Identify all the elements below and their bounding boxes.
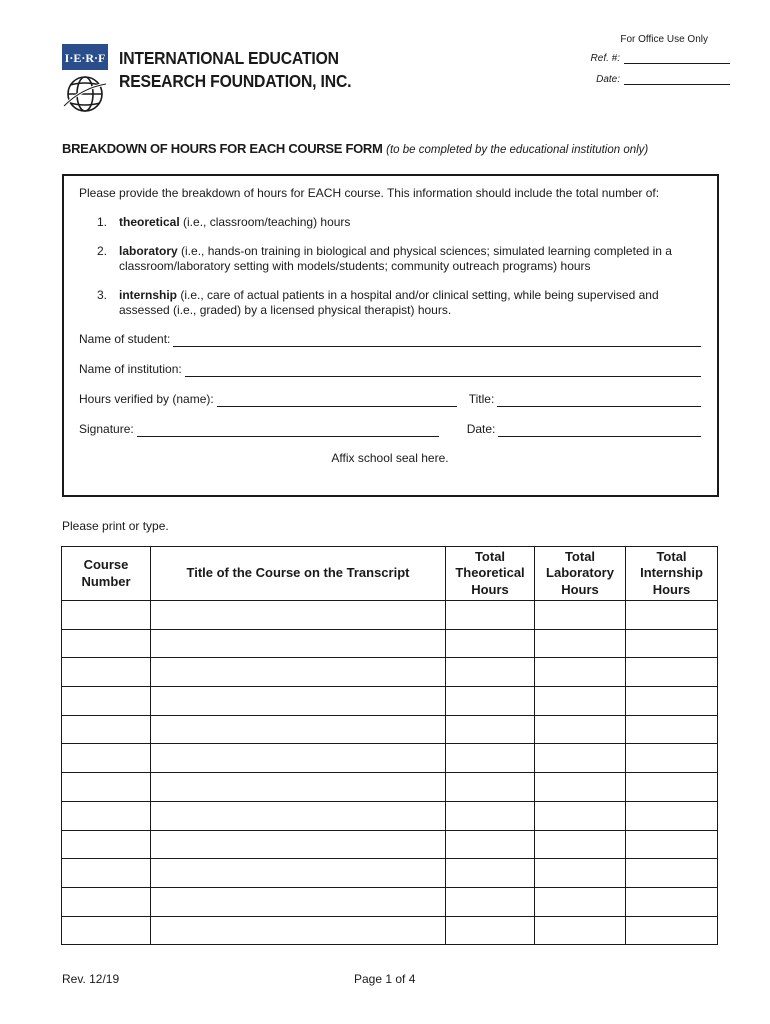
print-note: Please print or type. [62,519,169,533]
course-title-cell[interactable] [151,916,446,945]
list-item-text [119,288,701,318]
column-header-theoretical-hours: Total Theoretical Hours [446,547,535,601]
instructions-box [62,174,719,497]
page-number: Page 1 of 4 [354,972,416,986]
institution-name-field[interactable] [185,366,701,377]
signature-label: Signature: [79,422,134,436]
student-name-row [79,332,701,347]
signature-field[interactable] [137,426,439,437]
signature-date-label: Date: [466,422,496,436]
internship-hours-cell[interactable] [626,801,718,830]
theoretical-hours-cell[interactable] [446,658,535,687]
org-name-line2: RESEARCH FOUNDATION, INC. [119,71,352,91]
table-row [62,801,718,830]
laboratory-hours-cell[interactable] [535,887,626,916]
form-title-main: BREAKDOWN OF HOURS FOR EACH COURSE FORM [62,141,383,156]
internship-hours-cell[interactable] [626,601,718,630]
internship-hours-cell[interactable] [626,830,718,859]
column-header-internship-hours: Total Internship Hours [626,547,718,601]
instructions-intro: Please provide the breakdown of hours for EACH course. This information should include the total number of: [79,186,660,200]
form-title-subtitle: (to be completed by the educational institution only) [386,144,649,156]
laboratory-hours-cell[interactable] [535,801,626,830]
office-date-field[interactable] [624,75,730,85]
course-title-cell[interactable] [151,744,446,773]
verifier-name-label: Hours verified by (name): [79,392,214,406]
internship-hours-cell[interactable] [626,658,718,687]
signature-date-field[interactable] [498,426,701,437]
laboratory-hours-cell[interactable] [535,916,626,945]
theoretical-hours-cell[interactable] [446,601,535,630]
verifier-name-field[interactable] [217,396,457,407]
theoretical-hours-cell[interactable] [446,830,535,859]
course-number-cell[interactable] [62,601,151,630]
table-header-row [62,547,718,601]
course-title-cell[interactable] [151,715,446,744]
table-row [62,658,718,687]
course-title-cell[interactable] [151,687,446,716]
course-title-cell[interactable] [151,859,446,888]
office-date-label: Date: [596,74,620,85]
theoretical-hours-cell[interactable] [446,629,535,658]
theoretical-hours-cell[interactable] [446,916,535,945]
office-date-row [560,74,730,85]
theoretical-hours-cell[interactable] [446,773,535,802]
laboratory-hours-cell[interactable] [535,744,626,773]
internship-hours-cell[interactable] [626,859,718,888]
theoretical-hours-cell[interactable] [446,887,535,916]
laboratory-hours-cell[interactable] [535,773,626,802]
list-item-term: theoretical [119,215,180,229]
office-use-block [560,34,730,95]
course-number-cell[interactable] [62,744,151,773]
column-header-course-title: Title of the Course on the Transcript [151,547,446,601]
list-item-description: (i.e., care of actual patients in a hospital and/or clinical setting, while being supervised and assessed (i.e., graded) by a licensed physical therapist) hours. [119,288,659,317]
verifier-title-label: Title: [468,392,495,406]
institution-name-row [79,362,701,377]
course-title-cell[interactable] [151,830,446,859]
course-title-cell[interactable] [151,773,446,802]
theoretical-hours-cell[interactable] [446,859,535,888]
course-number-cell[interactable] [62,715,151,744]
laboratory-hours-cell[interactable] [535,629,626,658]
internship-hours-cell[interactable] [626,773,718,802]
course-title-cell[interactable] [151,658,446,687]
table-row [62,773,718,802]
org-name-line1: INTERNATIONAL EDUCATION [119,48,339,68]
ierf-logo-icon [62,44,108,116]
laboratory-hours-cell[interactable] [535,601,626,630]
verifier-row [79,392,701,407]
student-name-label: Name of student: [79,332,171,346]
course-title-cell[interactable] [151,801,446,830]
course-number-cell[interactable] [62,801,151,830]
signature-row [79,422,701,437]
organization-name [119,47,351,93]
course-number-cell[interactable] [62,830,151,859]
course-title-cell[interactable] [151,629,446,658]
theoretical-hours-cell[interactable] [446,687,535,716]
table-row [62,715,718,744]
laboratory-hours-cell[interactable] [535,859,626,888]
list-item-text [119,244,701,274]
list-item [97,215,701,230]
course-number-cell[interactable] [62,687,151,716]
course-number-cell[interactable] [62,773,151,802]
laboratory-hours-cell[interactable] [535,687,626,716]
course-number-cell[interactable] [62,887,151,916]
hours-type-list [97,215,701,318]
course-number-cell[interactable] [62,859,151,888]
list-item-description: (i.e., classroom/teaching) hours [179,215,351,229]
table-row [62,859,718,888]
theoretical-hours-cell[interactable] [446,715,535,744]
theoretical-hours-cell[interactable] [446,744,535,773]
course-number-cell[interactable] [62,658,151,687]
ref-number-label: Ref. #: [590,53,620,64]
ref-number-field[interactable] [624,54,730,64]
list-item [97,244,701,274]
column-header-laboratory-hours: Total Laboratory Hours [535,547,626,601]
table-row [62,687,718,716]
table-row [62,601,718,630]
list-item-number: 3. [97,288,108,302]
laboratory-hours-cell[interactable] [535,830,626,859]
course-hours-table [61,546,718,945]
course-number-cell[interactable] [62,916,151,945]
course-title-cell[interactable] [151,601,446,630]
verification-fields [79,332,701,437]
school-seal-note: Affix school seal here. [331,451,449,465]
ref-number-row [560,53,730,64]
form-title [62,141,648,156]
internship-hours-cell[interactable] [626,629,718,658]
table-row [62,887,718,916]
table-row [62,744,718,773]
internship-hours-cell[interactable] [626,887,718,916]
internship-hours-cell[interactable] [626,715,718,744]
internship-hours-cell[interactable] [626,916,718,945]
institution-name-label: Name of institution: [79,362,182,376]
revision-label: Rev. 12/19 [62,972,120,986]
list-item-number: 1. [97,215,108,229]
table-row [62,830,718,859]
logo-letters: I·E·R·F [64,51,106,65]
theoretical-hours-cell[interactable] [446,801,535,830]
table-row [62,916,718,945]
list-item-term: internship [119,288,178,302]
internship-hours-cell[interactable] [626,744,718,773]
student-name-field[interactable] [173,336,701,347]
office-use-heading: For Office Use Only [620,34,708,45]
course-title-cell[interactable] [151,887,446,916]
list-item [97,288,701,318]
list-item-number: 2. [97,244,108,258]
list-item-term: laboratory [119,244,178,258]
course-rows [62,601,718,945]
laboratory-hours-cell[interactable] [535,715,626,744]
laboratory-hours-cell[interactable] [535,658,626,687]
table-row [62,629,718,658]
verifier-title-field[interactable] [497,396,701,407]
list-item-description: (i.e., hands-on training in biological and physical sciences; simulated learning completed in a classroom/laboratory setting with models/students; community outreach programs) hours [119,244,672,273]
column-header-course-number: Course Number [62,547,151,601]
internship-hours-cell[interactable] [626,687,718,716]
course-number-cell[interactable] [62,629,151,658]
list-item-text [119,215,350,230]
